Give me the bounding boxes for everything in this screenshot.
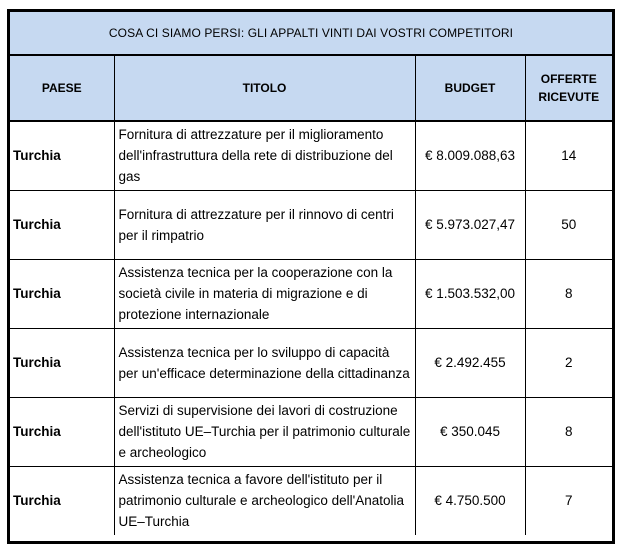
cell-paese: Turchia <box>10 190 114 259</box>
cell-titolo: Fornitura di attrezzature per il rinnovo di centri per il rimpatrio <box>114 190 415 259</box>
cell-paese: Turchia <box>10 466 114 535</box>
cell-paese: Turchia <box>10 397 114 466</box>
cell-offerte: 50 <box>525 190 612 259</box>
tenders-table-container <box>7 9 615 544</box>
cell-budget: € 5.973.027,47 <box>415 190 525 259</box>
cell-titolo: Assistenza tecnica a favore dell'istituto per il patrimonio culturale e archeologico dell'Anatolia UE–Turchia <box>114 466 415 535</box>
cell-titolo: Assistenza tecnica per lo sviluppo di capacità per un'efficace determinazione della cittadinanza <box>114 328 415 397</box>
cell-budget: € 8.009.088,63 <box>415 121 525 190</box>
cell-offerte: 8 <box>525 397 612 466</box>
cell-titolo: Servizi di supervisione dei lavori di costruzione dell'istituto UE–Turchia per il patrimonio culturale e archeologico <box>114 397 415 466</box>
table-row <box>10 190 612 259</box>
table-row <box>10 259 612 328</box>
cell-titolo: Fornitura di attrezzature per il miglioramento dell'infrastruttura della rete di distribuzione del gas <box>114 121 415 190</box>
cell-titolo: Assistenza tecnica per la cooperazione con la società civile in materia di migrazione e di protezione internazionale <box>114 259 415 328</box>
header-paese: PAESE <box>10 56 114 121</box>
header-budget: BUDGET <box>415 56 525 121</box>
cell-offerte: 14 <box>525 121 612 190</box>
cell-paese: Turchia <box>10 121 114 190</box>
cell-offerte: 8 <box>525 259 612 328</box>
cell-budget: € 2.492.455 <box>415 328 525 397</box>
table-row <box>10 328 612 397</box>
table-row <box>10 466 612 535</box>
table-row <box>10 397 612 466</box>
header-row <box>10 56 612 121</box>
cell-paese: Turchia <box>10 328 114 397</box>
cell-paese: Turchia <box>10 259 114 328</box>
table-row <box>10 121 612 190</box>
header-titolo: TITOLO <box>114 56 415 121</box>
cell-offerte: 2 <box>525 328 612 397</box>
cell-budget: € 4.750.500 <box>415 466 525 535</box>
cell-budget: € 1.503.532,00 <box>415 259 525 328</box>
cell-offerte: 7 <box>564 493 573 509</box>
header-offerte: OFFERTE RICEVUTE <box>525 56 612 121</box>
cell-budget: € 350.045 <box>415 397 525 466</box>
table-title: COSA CI SIAMO PERSI: GLI APPALTI VINTI DAI VOSTRI COMPETITORI <box>10 12 612 56</box>
tenders-table <box>10 56 612 535</box>
